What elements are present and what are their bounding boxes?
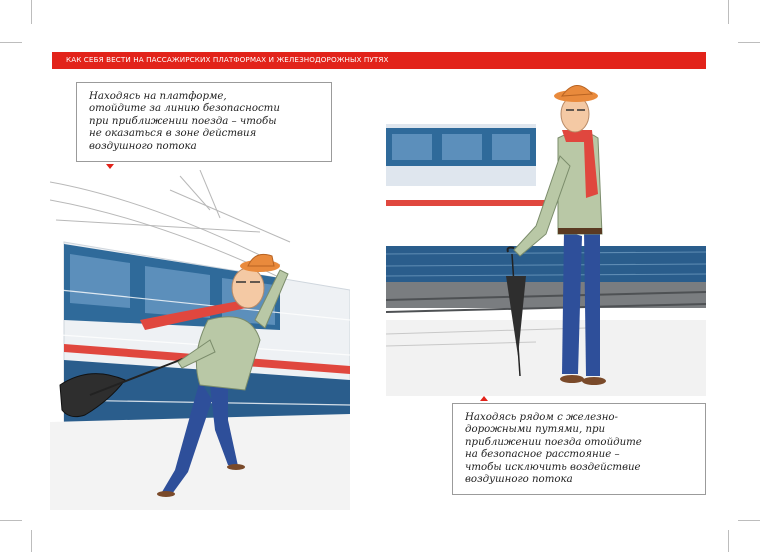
hat-icon — [240, 254, 280, 272]
left-caption-text: Находясь на платформе, отойдите за линию безопасности при приближении поезда – чтобы не оказаться в зоне действия воздушного потока — [89, 91, 280, 152]
crop-mark — [728, 0, 729, 24]
crop-mark — [0, 520, 22, 521]
crop-mark — [738, 520, 760, 521]
right-caption-text: Находясь рядом с железно- дорожными путями, при приближении поезда отойдите на безопасное расстояние – чтобы исключить воздействие воздушного потока — [465, 412, 642, 486]
crop-mark — [738, 42, 760, 43]
hat-icon — [554, 85, 598, 102]
right-caption-pointer — [480, 396, 488, 401]
crop-mark — [0, 42, 22, 43]
left-caption-box — [76, 82, 332, 162]
crop-mark — [728, 530, 729, 552]
left-caption-pointer — [106, 164, 114, 169]
crop-mark — [31, 0, 32, 24]
left-scene-drawing — [50, 170, 350, 510]
left-illustration — [50, 170, 350, 510]
page-title: КАК СЕБЯ ВЕСТИ НА ПАССАЖИРСКИХ ПЛАТФОРМАХ И ЖЕЛЕЗНОДОРОЖНЫХ ПУТЯХ — [66, 55, 389, 64]
right-illustration — [386, 76, 706, 396]
right-scene-drawing — [386, 76, 706, 396]
crop-mark — [31, 530, 32, 552]
header-banner — [52, 52, 706, 69]
right-caption-box — [452, 403, 706, 495]
